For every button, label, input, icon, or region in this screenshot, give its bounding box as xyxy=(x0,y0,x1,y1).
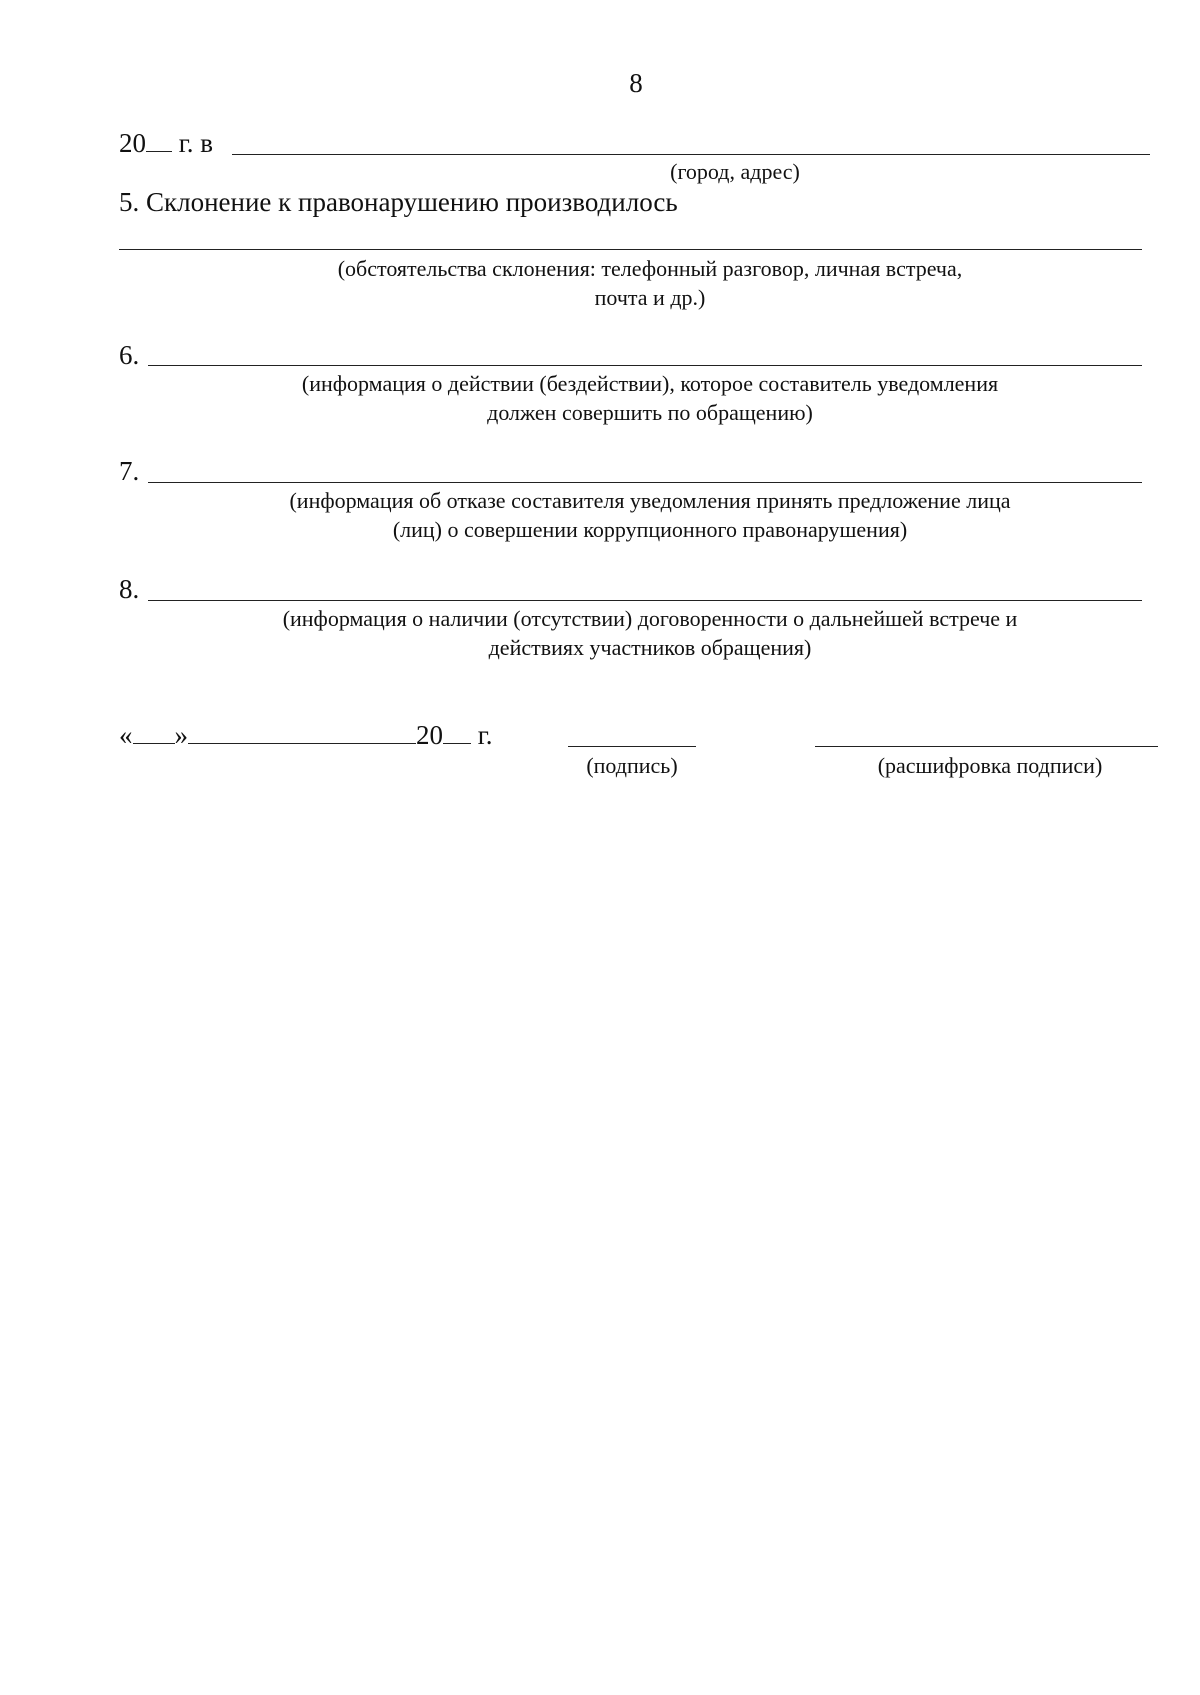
item6-caption-line1: (информация о действии (бездействии), которое составитель уведомления xyxy=(301,371,999,396)
place-line xyxy=(119,128,213,158)
item5-caption-line2: почта и др.) xyxy=(594,285,706,310)
item7-number: 7. xyxy=(119,456,140,486)
year-blank[interactable] xyxy=(146,129,172,152)
month-blank[interactable] xyxy=(188,721,416,744)
page-number: 8 xyxy=(629,68,643,98)
item7-line[interactable] xyxy=(148,482,1142,483)
item7-caption-line1: (информация об отказе составителя уведомления принять предложение лица xyxy=(289,488,1011,513)
item8-caption-line2: действиях участников обращения) xyxy=(488,635,812,660)
item6-caption xyxy=(200,369,1100,427)
year-prefix: 20 xyxy=(119,128,146,158)
item8-caption xyxy=(200,604,1100,662)
day-blank[interactable] xyxy=(133,721,175,744)
item5-caption xyxy=(200,254,1100,312)
item8-caption-line1: (информация о наличии (отсутствии) договоренности о дальнейшей встрече и xyxy=(282,606,1018,631)
item7-caption-line2: (лиц) о совершении коррупционного правонарушения) xyxy=(392,517,908,542)
quote-open: « xyxy=(119,720,133,750)
signature-line[interactable] xyxy=(568,746,696,747)
footer-year-blank[interactable] xyxy=(443,721,471,744)
item5-line[interactable] xyxy=(119,249,1142,250)
decoding-caption: (расшифровка подписи) xyxy=(877,753,1103,778)
item7-caption xyxy=(200,486,1100,544)
item8-number: 8. xyxy=(119,574,140,604)
item6-line[interactable] xyxy=(148,365,1142,366)
footer-date xyxy=(119,720,493,750)
item5-heading: 5. Склонение к правонарушению производилось xyxy=(119,187,678,217)
quote-close: » xyxy=(174,720,188,750)
signature-caption: (подпись) xyxy=(586,753,678,778)
year-suffix-place: г. в xyxy=(178,128,214,158)
item6-caption-line2: должен совершить по обращению) xyxy=(487,400,813,425)
footer-year-suffix: г. xyxy=(477,720,493,750)
item5-caption-line1: (обстоятельства склонения: телефонный разговор, личная встреча, xyxy=(337,256,963,281)
place-address-line[interactable] xyxy=(232,154,1150,155)
place-caption: (город, адрес) xyxy=(670,159,800,184)
footer-year-prefix: 20 xyxy=(416,720,443,750)
decoding-line[interactable] xyxy=(815,746,1158,747)
item6-number: 6. xyxy=(119,340,140,370)
item8-line[interactable] xyxy=(148,600,1142,601)
